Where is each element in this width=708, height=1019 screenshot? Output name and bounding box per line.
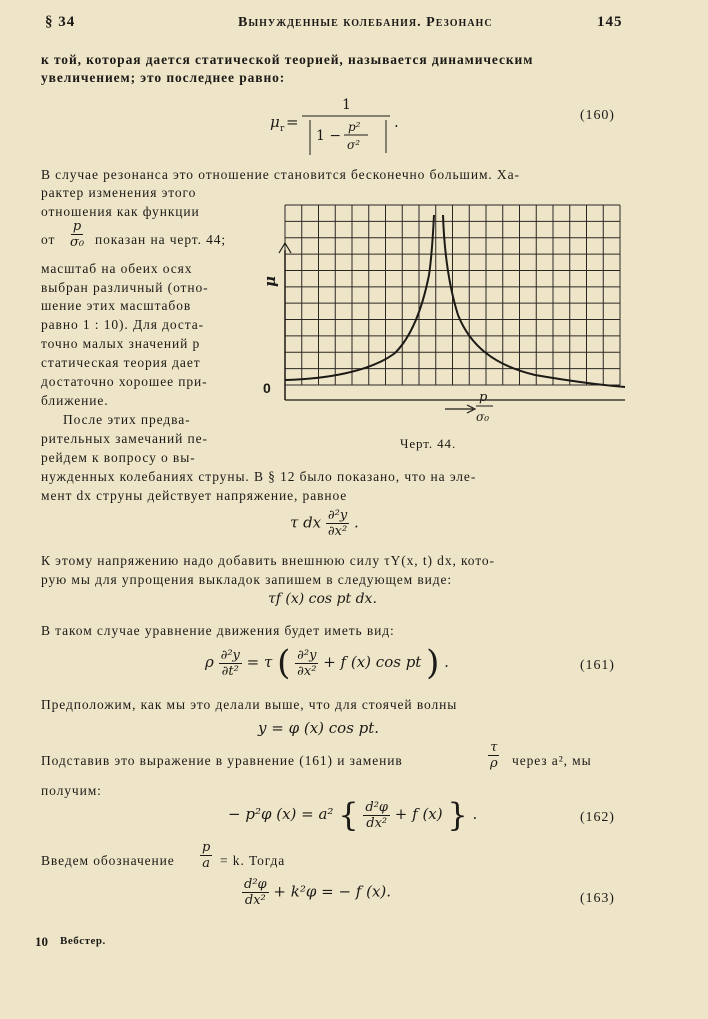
text-line: через a², мы xyxy=(512,753,592,768)
formula-tension: τ dx $\frac{\text{∂²y}}{\text{∂x²}}$ . xyxy=(290,508,359,539)
figure-44-graph xyxy=(255,195,630,430)
text-line: К этому напряжению надо добавить внешнюю силу τY(x, t) dx, кото- xyxy=(41,553,495,568)
formula-standing-wave: y = φ (x) cos pt. xyxy=(258,719,380,737)
text-line: масштаб на обеих осях xyxy=(41,261,193,276)
svg-text:μ: μ xyxy=(270,113,280,131)
svg-text:r: r xyxy=(280,124,285,134)
text-line: точно малых значений p xyxy=(41,336,201,351)
text-line: Предположим, как мы это делали выше, что для стоячей волны xyxy=(41,697,458,712)
text-line: отношения как функции xyxy=(41,204,200,219)
equation-160-graphic xyxy=(270,95,420,157)
svg-text:σ²: σ² xyxy=(347,138,361,152)
equation-162: − p²φ (x) = a² { $\frac{\text{d²φ}}{\text{dx²}}$ + f (x) } . xyxy=(228,796,478,834)
svg-text:1: 1 xyxy=(342,97,351,113)
text-line: рейдем к вопросу о вы- xyxy=(41,450,196,465)
text-line: от xyxy=(41,232,56,247)
formula-force: τf (x) cos pt dx. xyxy=(268,591,377,607)
x-axis-label-den: σ₀ xyxy=(476,410,490,424)
fraction-p-a: $\frac{p}{a}$ xyxy=(202,840,211,871)
signature-author: Вебстер. xyxy=(60,935,106,947)
text-line: В таком случае уравнение движения будет иметь вид: xyxy=(41,623,395,638)
equation-number: (162) xyxy=(580,810,615,825)
text-line: выбран различный (отно- xyxy=(41,280,209,295)
fraction-p-sigma: $\frac{p}{\text{σ₀}}$ xyxy=(70,219,85,250)
text-line: рактер изменения этого xyxy=(41,185,197,200)
text-line: рительных замечаний пе- xyxy=(41,431,208,446)
text-line: нужденных колебаниях струны. В § 12 было показано, что на эле- xyxy=(41,469,477,484)
x-axis-label-num: p xyxy=(479,390,488,405)
text-line: показан на черт. 44; xyxy=(95,232,227,247)
text-line: После этих предва- xyxy=(63,412,191,427)
resonance-curve xyxy=(285,215,625,387)
text-line: шение этих масштабов xyxy=(41,298,192,313)
signature-number: 10 xyxy=(35,934,48,949)
section-number: § 34 xyxy=(45,14,76,30)
text-line: к той, которая дается статической теорией, называется динамическим xyxy=(41,52,534,67)
text-line: = k. Тогда xyxy=(220,853,286,868)
equation-163: $\frac{\text{d²φ}}{\text{dx²}}$ + k²φ = − f (x). xyxy=(244,877,392,908)
text-line: рую мы для упрощения выкладок запишем в следующем виде: xyxy=(41,572,453,587)
equation-160 xyxy=(270,95,420,162)
text-line: ближение. xyxy=(41,393,109,408)
text-line: Введем обозначение xyxy=(41,853,175,868)
svg-text:p²: p² xyxy=(348,120,361,134)
svg-text:=: = xyxy=(286,113,299,131)
page-number: 145 xyxy=(597,14,623,30)
text-line: статическая теория дает xyxy=(41,355,201,370)
svg-text:.: . xyxy=(394,113,399,131)
equation-number: (160) xyxy=(580,108,615,123)
text-line: Подставив это выражение в уравнение (161) и заменив xyxy=(41,753,403,768)
text-line: получим: xyxy=(41,783,102,798)
svg-text:1 −: 1 − xyxy=(316,128,342,144)
origin-label: 0 xyxy=(263,380,271,396)
equation-number: (163) xyxy=(580,891,615,906)
fraction-tau-rho: $\frac{\tau}{\rho}$ xyxy=(490,740,498,771)
y-axis-label: μ xyxy=(261,276,279,287)
text-line: увеличением; это последнее равно: xyxy=(41,70,286,85)
text-line: мент dx струны действует напряжение, равное xyxy=(41,488,348,503)
equation-number: (161) xyxy=(580,658,615,673)
running-title: Вынужденные колебания. Резонанс xyxy=(238,15,493,30)
equation-161: ρ $\frac{\text{∂²y}}{\text{∂t²}}$ = τ ( $\frac{\text{∂²y}}{\text{∂x²}}$ + f (x) cos pt ) . xyxy=(205,643,449,683)
text-line: В случае резонанса это отношение становится бесконечно большим. Ха- xyxy=(41,167,520,182)
text-line: равно 1 : 10). Для доста- xyxy=(41,317,204,332)
text-line: достаточно хорошее при- xyxy=(41,374,208,389)
figure-caption: Черт. 44. xyxy=(400,436,457,451)
